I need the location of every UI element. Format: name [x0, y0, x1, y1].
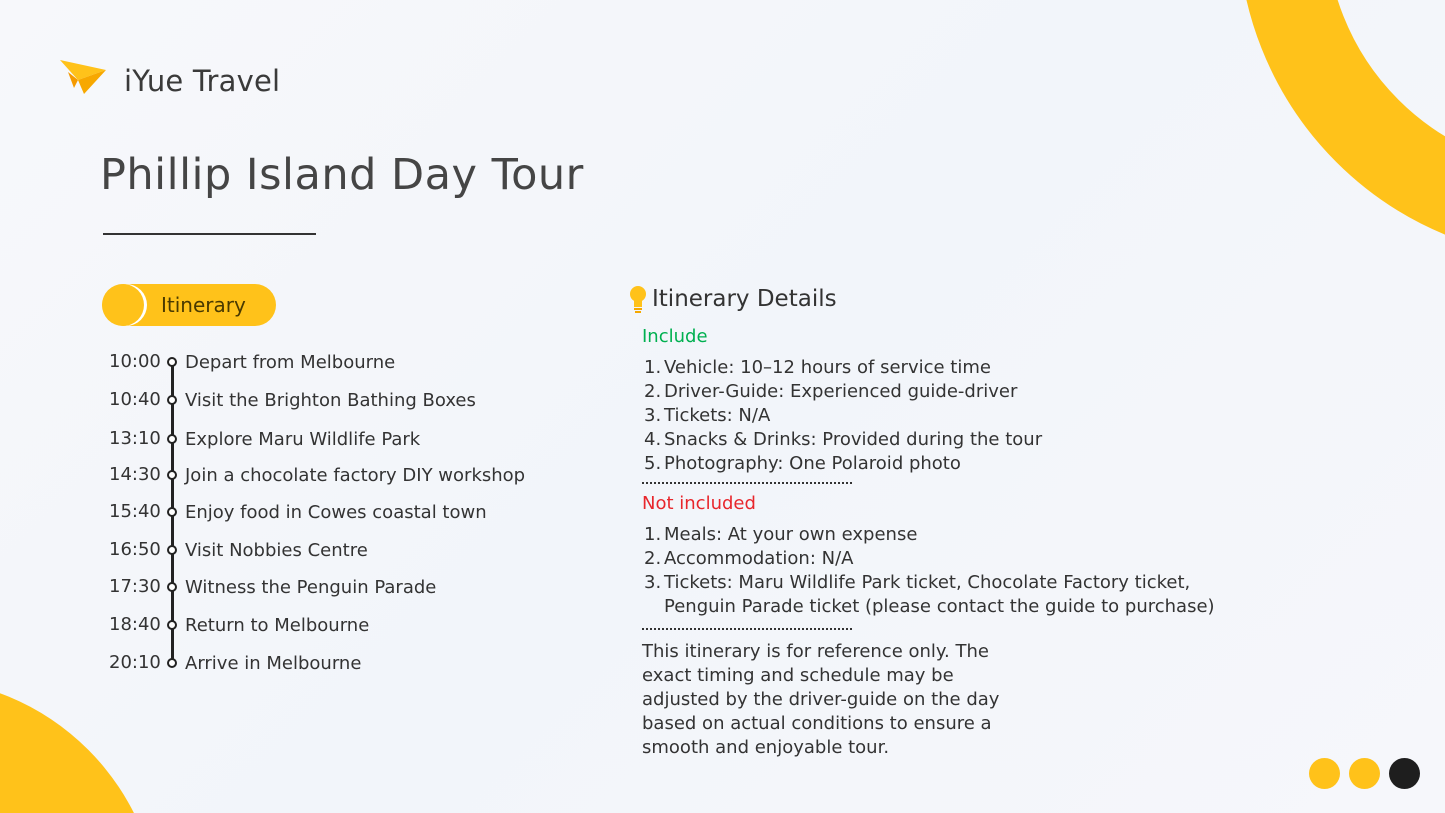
timeline-node — [167, 545, 177, 555]
timeline-item — [0, 576, 560, 600]
list-text: Accommodation: N/A — [664, 548, 854, 569]
list-number: 3. — [644, 405, 662, 426]
dot — [1309, 758, 1340, 789]
include-list — [644, 356, 1264, 476]
timeline-item — [0, 389, 560, 413]
timeline-node — [167, 582, 177, 592]
list-text: Vehicle: 10–12 hours of service time — [664, 357, 991, 378]
list-number: 4. — [644, 429, 662, 450]
timeline-item — [0, 501, 560, 525]
list-number: 5. — [644, 453, 662, 474]
title-underline — [103, 233, 316, 235]
timeline-item — [0, 614, 560, 638]
itinerary-tab — [102, 284, 276, 326]
timeline-node — [167, 507, 177, 517]
timeline-text: Arrive in Melbourne — [185, 653, 362, 674]
timeline-node — [167, 470, 177, 480]
dot — [1389, 758, 1420, 789]
timeline-time: 17:30 — [109, 576, 161, 597]
page-title: Phillip Island Day Tour — [100, 150, 584, 200]
timeline-text: Enjoy food in Cowes coastal town — [185, 502, 487, 523]
list-number: 1. — [644, 524, 662, 545]
list-item — [644, 356, 1264, 380]
itinerary-label: Itinerary — [161, 293, 246, 317]
list-text: Photography: One Polaroid photo — [664, 453, 961, 474]
list-item — [644, 547, 1264, 571]
timeline-node — [167, 395, 177, 405]
timeline-node — [167, 357, 177, 367]
timeline-item — [0, 428, 560, 452]
timeline-time: 10:40 — [109, 389, 161, 410]
brand-name: iYue Travel — [124, 64, 281, 98]
lightbulb-icon — [628, 285, 648, 313]
timeline-time: 18:40 — [109, 614, 161, 635]
timeline-node — [167, 658, 177, 668]
timeline-node — [167, 434, 177, 444]
timeline-time: 13:10 — [109, 428, 161, 449]
dot — [1349, 758, 1380, 789]
timeline-time: 10:00 — [109, 351, 161, 372]
decorative-arc — [1238, 0, 1445, 260]
timeline-text: Explore Maru Wildlife Park — [185, 429, 421, 450]
timeline-text: Depart from Melbourne — [185, 352, 396, 373]
timeline-time: 14:30 — [109, 464, 161, 485]
details-title: Itinerary Details — [652, 286, 837, 312]
timeline-item — [0, 464, 560, 488]
list-item — [644, 380, 1264, 404]
include-label: Include — [642, 326, 708, 347]
timeline-node — [167, 620, 177, 630]
list-item — [644, 523, 1264, 547]
not-included-label: Not included — [642, 493, 756, 514]
timeline-time: 15:40 — [109, 501, 161, 522]
divider — [642, 628, 852, 630]
timeline-text: Join a chocolate factory DIY workshop — [185, 465, 526, 486]
timeline-time: 16:50 — [109, 539, 161, 560]
list-item — [644, 452, 1264, 476]
list-item — [644, 428, 1264, 452]
timeline-item — [0, 351, 560, 375]
disclaimer-note: This itinerary is for reference only. The exact timing and schedule may be adjusted by the driver-guide on the day based on actual conditions to ensure a smooth and enjoyable tour. — [642, 641, 1000, 758]
list-text: Driver-Guide: Experienced guide-driver — [664, 381, 1018, 402]
timeline-text: Visit Nobbies Centre — [185, 540, 368, 561]
timeline-time: 20:10 — [109, 652, 161, 673]
brand-logo — [60, 58, 108, 98]
pill-cap — [102, 284, 144, 326]
timeline-text: Visit the Brighton Bathing Boxes — [185, 390, 476, 411]
list-text: Meals: At your own expense — [664, 524, 918, 545]
list-text: Tickets: N/A — [664, 405, 771, 426]
timeline-item — [0, 652, 560, 676]
list-item — [644, 571, 1264, 619]
timeline-item — [0, 539, 560, 563]
list-number: 2. — [644, 548, 662, 569]
list-item — [644, 404, 1264, 428]
list-text: Tickets: Maru Wildlife Park ticket, Chocolate Factory ticket, Penguin Parade ticket (please contact the guide to purchase) — [664, 572, 1215, 617]
list-number: 2. — [644, 381, 662, 402]
timeline-text: Witness the Penguin Parade — [185, 577, 437, 598]
not-included-list — [644, 523, 1264, 619]
list-number: 3. — [644, 572, 662, 593]
list-number: 1. — [644, 357, 662, 378]
paper-plane-icon — [60, 58, 108, 98]
details-header — [628, 285, 837, 313]
decorative-circle — [0, 678, 160, 813]
divider — [642, 482, 852, 484]
page-dots — [1309, 758, 1420, 789]
list-text: Snacks & Drinks: Provided during the tour — [664, 429, 1043, 450]
timeline-text: Return to Melbourne — [185, 615, 370, 636]
